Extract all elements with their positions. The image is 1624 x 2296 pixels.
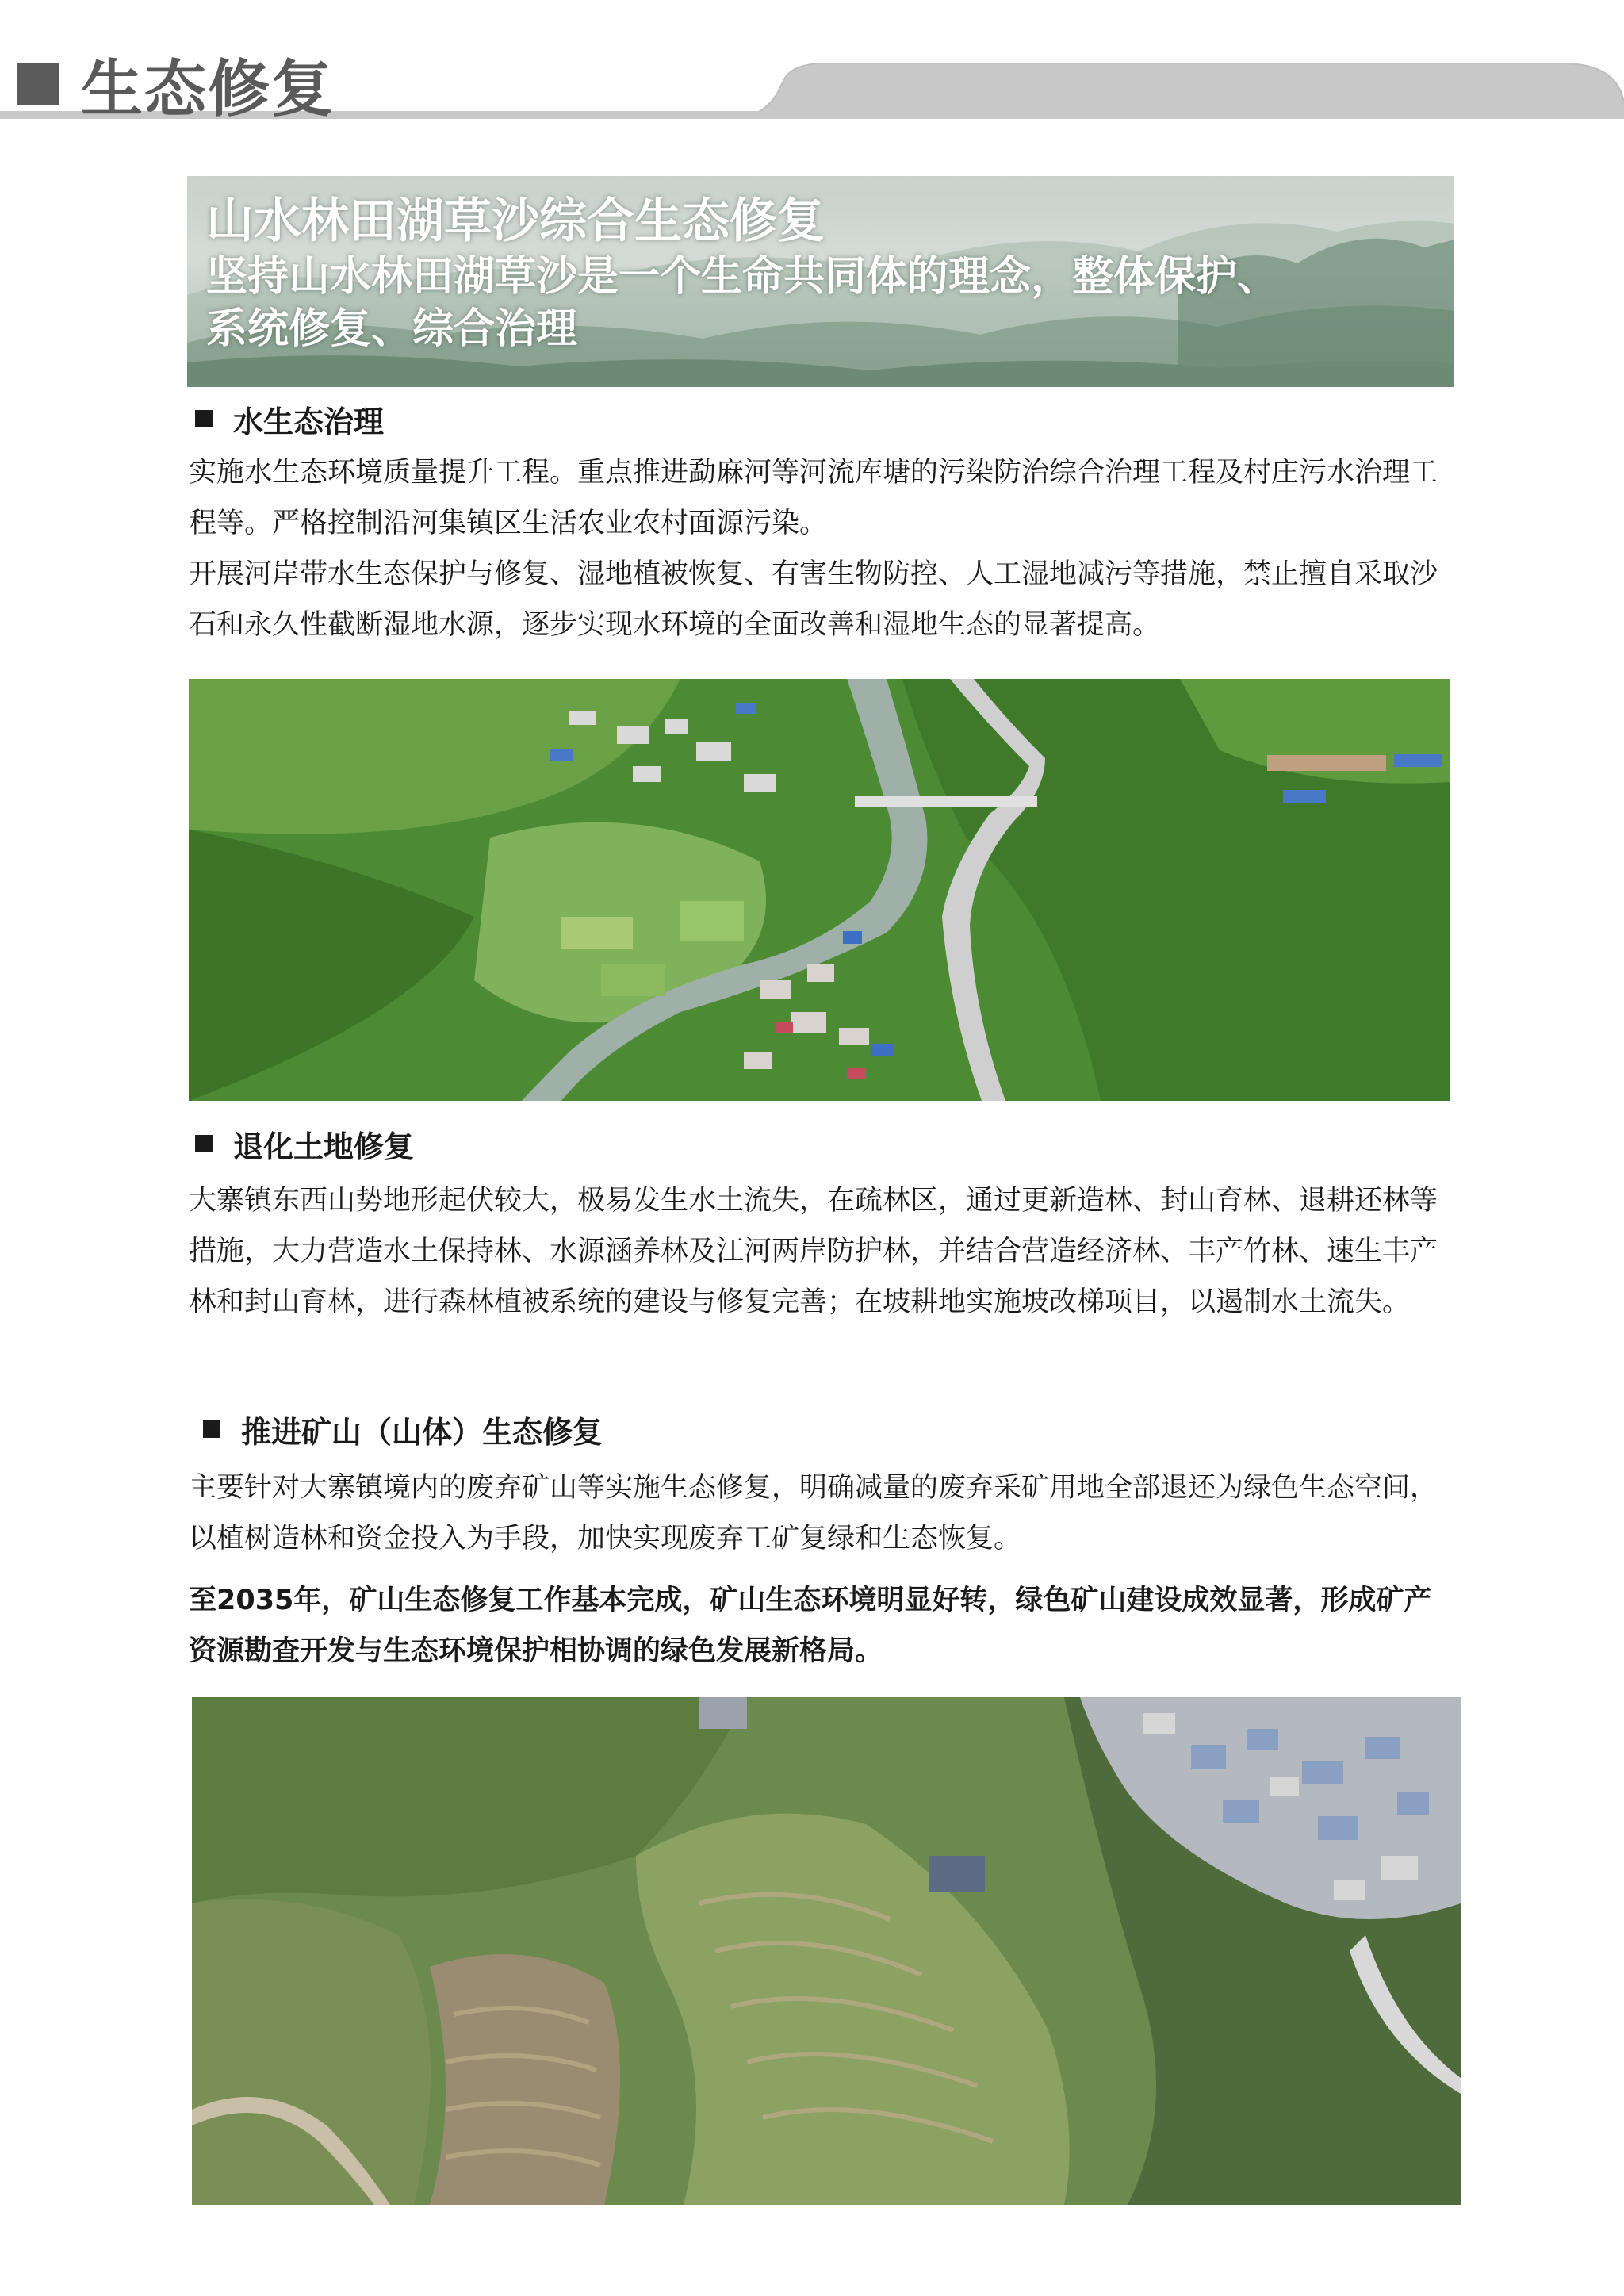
square-bullet-icon — [195, 1135, 213, 1152]
banner-subtitle-line2: 系统修复、综合治理 — [206, 305, 578, 353]
title-square-icon — [17, 63, 59, 105]
section-heading-text: 推进矿山（山体）生态修复 — [241, 1414, 603, 1450]
paragraph: 大寨镇东西山势地形起伏较大，极易发生水土流失，在疏林区，通过更新造林、封山育林、退耕还林等措施，大力营造水土保持林、水源涵养林及江河两岸防护林，并结合营造经济林、丰产竹林、速生丰产林和封山育林，进行森林植被系统的建设与修复完善；在坡耕地实施坡改梯项目，以遏制水土流失。 — [189, 1185, 1438, 1318]
section-heading-mine — [203, 1407, 603, 1451]
banner-title: 山水林田湖草沙综合生态修复 — [206, 194, 825, 249]
paragraph: 主要针对大寨镇境内的废弃矿山等实施生态修复，明确减量的废弃采矿用地全部退还为绿色生态空间，以植树造林和资金投入为手段，加快实现废弃工矿复绿和生态恢复。 — [189, 1472, 1438, 1554]
section-heading-land — [195, 1121, 414, 1166]
aerial-river-village-image — [189, 679, 1450, 1101]
paragraph: 实施水生态环境质量提升工程。重点推进勐麻河等河流库塘的污染防治综合治理工程及村庄污水治理工程等。严格控制沿河集镇区生活农业农村面源污染。 — [189, 457, 1438, 539]
section-heading-text: 退化土地修复 — [233, 1129, 415, 1164]
theme-banner — [187, 176, 1454, 387]
square-bullet-icon — [195, 410, 213, 427]
banner-subtitle-line1: 坚持山水林田湖草沙是一个生命共同体的理念，整体保护、 — [206, 253, 1279, 301]
aerial-mine-terrace-image — [192, 1697, 1461, 2205]
page-header — [0, 0, 1624, 159]
mine-restoration-photo — [192, 1697, 1461, 2205]
page-title: 生态修复 — [81, 54, 335, 125]
emphasis-paragraph: 至2035年，矿山生态修复工作基本完成，矿山生态环境明显好转，绿色矿山建设成效显著，形成矿产资源勘查开发与生态环境保护相协调的绿色发展新格局。 — [189, 1585, 1432, 1667]
section-heading-text: 水生态治理 — [233, 404, 385, 439]
banner-text — [206, 192, 1278, 355]
river-valley-photo — [189, 679, 1450, 1101]
paragraph: 开展河岸带水生态保护与修复、湿地植被恢复、有害生物防控、人工湿地减污等措施，禁止擅自采取沙石和永久性截断湿地水源，逐步实现水环境的全面改善和湿地生态的显著提高。 — [189, 558, 1438, 641]
page-title-block — [17, 44, 335, 124]
square-bullet-icon — [203, 1420, 220, 1438]
section-heading-water — [195, 397, 384, 441]
